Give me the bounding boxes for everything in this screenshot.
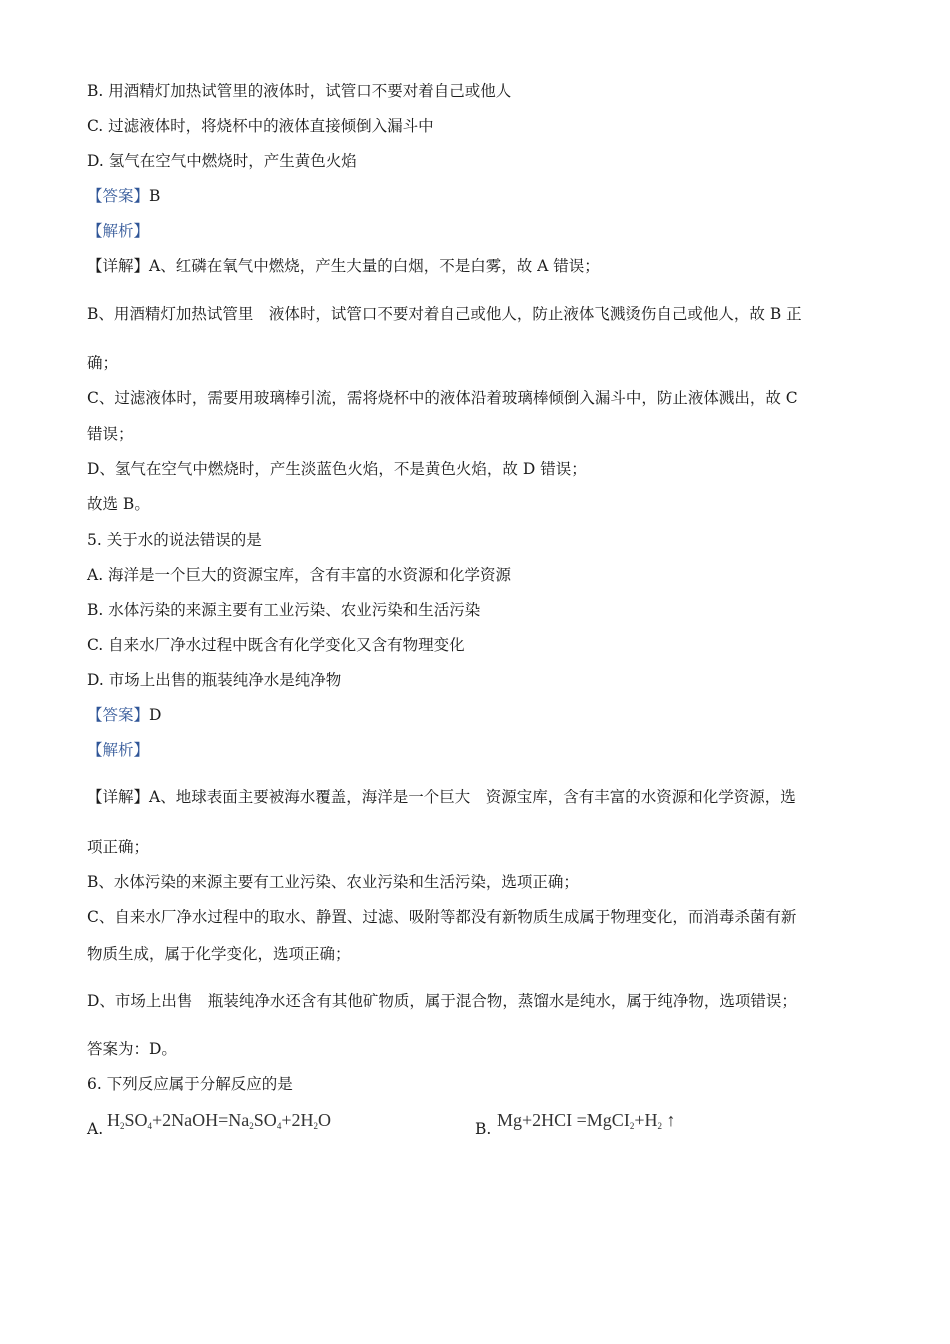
- q5-option-a: A. 海洋是一个巨大的资源宝库，含有丰富的水资源和化学资源: [87, 566, 512, 584]
- q5-analysis-tag: 【解析】: [87, 741, 150, 759]
- q5-detail-a-line1: 【详解】A、地球表面主要被海水覆盖，海洋是一个巨大 资源宝库，含有丰富的水资源和化学资源，选: [87, 788, 796, 806]
- q5-conclusion: 答案为：D。: [87, 1040, 177, 1058]
- q4-detail-c-line1: C、过滤液体时，需要用玻璃棒引流，需将烧杯中的液体沿着玻璃棒倾倒入漏斗中，防止液体溅出，故 C: [87, 389, 798, 407]
- q4-analysis-tag: 【解析】: [87, 222, 150, 240]
- q5-stem: 5. 关于水的说法错误的是: [87, 531, 262, 549]
- equation-image-b: $Mg+2HCI =MgCI_2+H_2$ ↑: [497, 1110, 676, 1131]
- q5-option-b: B. 水体污染的来源主要有工业污染、农业污染和生活污染: [87, 601, 481, 619]
- equation-image-a: $H_2SO_4+2NaOH=Na_2SO_4+2H_2O$: [107, 1110, 331, 1131]
- q4-detail-b-line2: 确；: [87, 354, 119, 372]
- answer-tag: 【答案】: [87, 706, 150, 724]
- q4-option-d: D. 氢气在空气中燃烧时，产生黄色火焰: [87, 152, 357, 170]
- q4-option-b: B. 用酒精灯加热试管里的液体时，试管口不要对着自己或他人: [87, 82, 512, 100]
- option-letter: B.: [475, 1120, 492, 1138]
- q4-conclusion: 故选 B。: [87, 495, 150, 513]
- q4-answer-line: [87, 185, 877, 207]
- q4-detail-b-line1: B、用酒精灯加热试管里 液体时，试管口不要对着自己或他人，防止液体飞溅烫伤自己或他人，故 B 正: [87, 305, 802, 323]
- answer-value: D: [149, 706, 162, 724]
- q4-detail-c-line2: 错误；: [87, 425, 134, 443]
- q4-option-c: C. 过滤液体时，将烧杯中的液体直接倾倒入漏斗中: [87, 117, 434, 135]
- q5-detail-b: B、水体污染的来源主要有工业污染、农业污染和生活污染，选项正确；: [87, 873, 579, 891]
- q6-option-a: [87, 1110, 467, 1146]
- q5-detail-c-line2: 物质生成，属于化学变化，选项正确；: [87, 945, 351, 963]
- q5-detail-d: D、市场上出售 瓶装纯净水还含有其他矿物质，属于混合物，蒸馏水是纯水，属于纯净物，选项错误；: [87, 992, 797, 1010]
- q6-option-b: [475, 1110, 855, 1146]
- q5-option-d: D. 市场上出售的瓶装纯净水是纯净物: [87, 671, 342, 689]
- q4-detail-a: 【详解】A、红磷在氧气中燃烧，产生大量的白烟，不是白雾，故 A 错误；: [87, 257, 600, 275]
- q5-detail-c-line1: C、自来水厂净水过程中的取水、静置、过滤、吸附等都没有新物质生成属于物理变化，而消毒杀菌有新: [87, 908, 797, 926]
- q5-option-c: C. 自来水厂净水过程中既含有化学变化又含有物理变化: [87, 636, 465, 654]
- q5-detail-a-line2: 项正确；: [87, 838, 150, 856]
- q4-detail-d: D、氢气在空气中燃烧时，产生淡蓝色火焰，不是黄色火焰，故 D 错误；: [87, 460, 587, 478]
- answer-tag: 【答案】: [87, 187, 150, 205]
- q6-stem: 6. 下列反应属于分解反应的是: [87, 1075, 293, 1093]
- option-letter: A.: [87, 1120, 104, 1138]
- answer-value: B: [149, 187, 161, 205]
- q5-answer-line: [87, 704, 877, 726]
